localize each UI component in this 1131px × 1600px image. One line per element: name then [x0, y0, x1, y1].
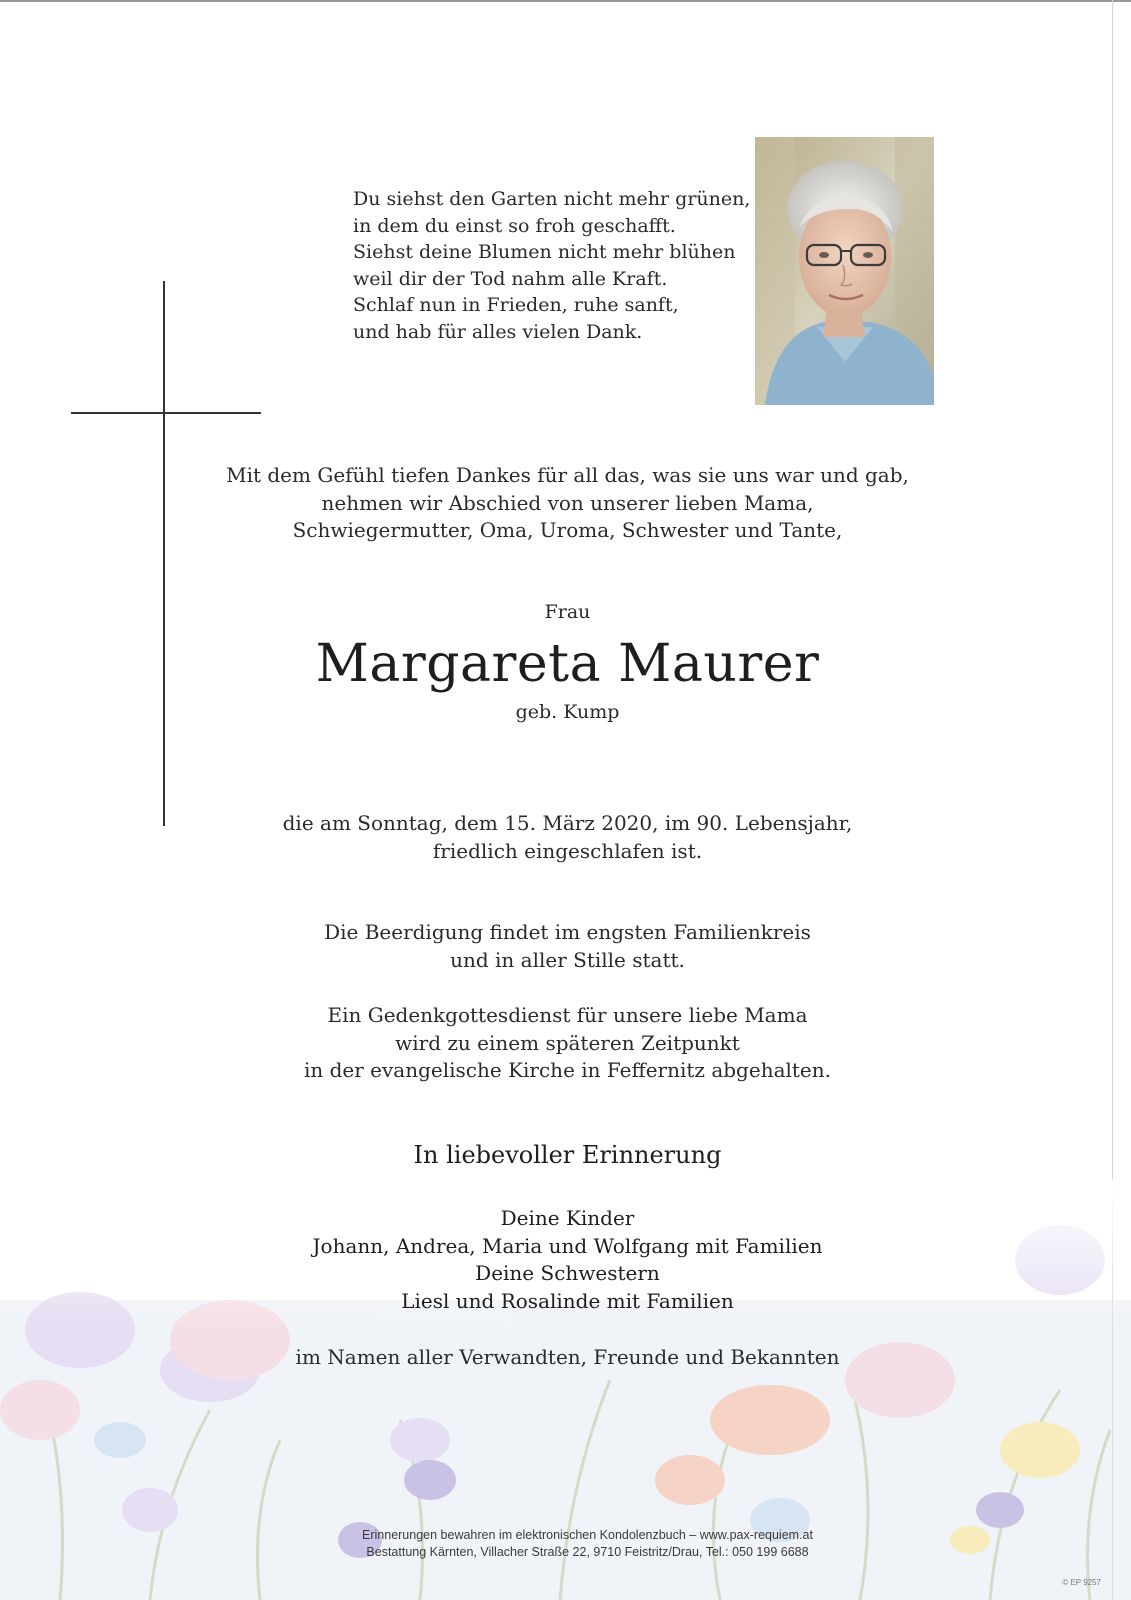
mourners-line: Johann, Andrea, Maria und Wolfgang mit Familien — [312, 1233, 823, 1258]
service-line: Ein Gedenkgottesdienst für unsere liebe Mama — [327, 1003, 808, 1027]
poem-line: Siehst deine Blumen nicht mehr blühen — [353, 241, 736, 263]
relatives-line: im Namen aller Verwandten, Freunde und Bekannten — [295, 1345, 840, 1369]
burial-line: und in aller Stille statt. — [450, 947, 685, 972]
top-edge-rule — [0, 0, 1131, 2]
burial-notice — [180, 919, 955, 974]
memory-heading: In liebevoller Erinnerung — [413, 1141, 722, 1169]
portrait-photo — [755, 137, 934, 405]
service-line: in der evangelische Kirche in Feffernitz abgehalten. — [303, 1058, 832, 1082]
cross-horizontal-bar — [71, 412, 261, 414]
service-line: wird zu einem späteren Zeitpunkt — [395, 1030, 740, 1055]
mourners-list — [180, 1205, 955, 1315]
intro-line: Schwiegermutter, Oma, Uroma, Schwester und Tante, — [292, 518, 843, 542]
mourners-line: Liesl und Rosalinde mit Familien — [401, 1288, 734, 1313]
intro-line: Mit dem Gefühl tiefen Dankes für all das, was sie uns war und gab, — [226, 463, 909, 487]
death-notice — [180, 810, 955, 865]
death-line: friedlich eingeschlafen ist. — [432, 838, 703, 863]
print-code: © EP 9257 — [1062, 1578, 1101, 1587]
deceased-title: Frau — [544, 601, 591, 623]
deceased-name: Margareta Maurer — [315, 634, 820, 694]
cross-vertical-bar — [163, 281, 165, 826]
poem-line: und hab für alles vielen Dank. — [353, 320, 643, 343]
burial-line: Die Beerdigung findet im engsten Familienkreis — [324, 920, 811, 944]
poem-line: Du siehst den Garten nicht mehr grünen, — [353, 188, 751, 210]
poem-line: Schlaf nun in Frieden, ruhe sanft, — [353, 294, 679, 316]
mourners-line: Deine Schwestern — [475, 1261, 660, 1285]
intro-line: nehmen wir Abschied von unserer lieben Mama, — [321, 490, 814, 515]
footer-condolence-line: Erinnerungen bewahren im elektronischen Kondolenzbuch – www.pax-requiem.at — [362, 1528, 813, 1542]
footer-address-line: Bestattung Kärnten, Villacher Straße 22, 9710 Feistritz/Drau, Tel.: 050 199 6688 — [366, 1545, 809, 1559]
death-line: die am Sonntag, dem 15. März 2020, im 90. Lebensjahr, — [282, 811, 853, 835]
poem-line: weil dir der Tod nahm alle Kraft. — [353, 267, 668, 290]
poem-line: in dem du einst so froh geschafft. — [353, 214, 676, 237]
memorial-service-notice — [180, 1002, 955, 1085]
footer-info — [200, 1527, 975, 1561]
poem — [353, 186, 751, 345]
farewell-intro — [180, 462, 955, 545]
mourners-line: Deine Kinder — [500, 1206, 635, 1230]
maiden-name: geb. Kump — [515, 701, 620, 723]
